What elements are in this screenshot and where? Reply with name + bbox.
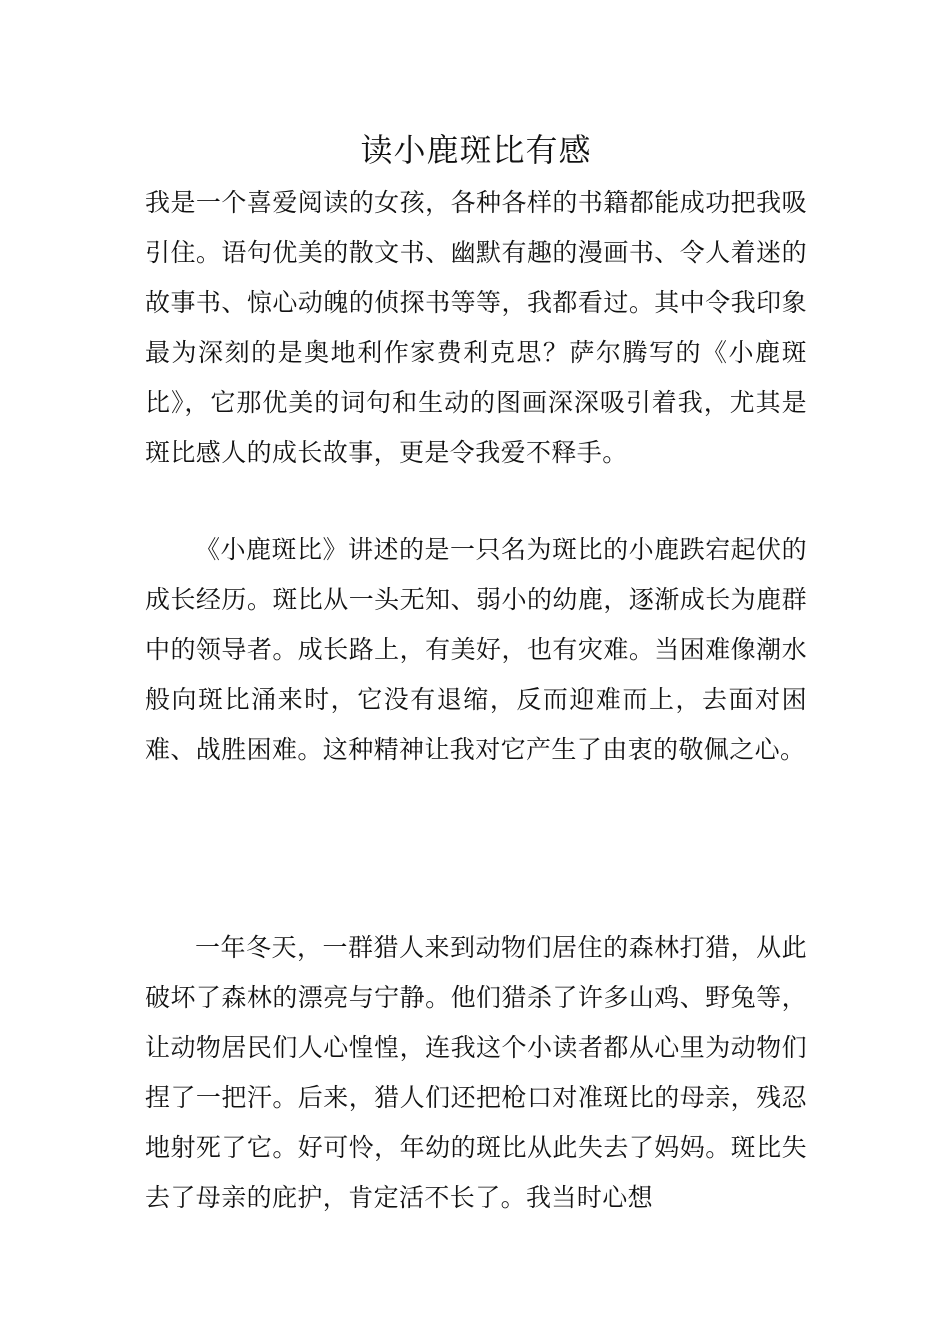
paragraph-3: 一年冬天，一群猎人来到动物们居住的森林打猎，从此破坏了森林的漂亮与宁静。他们猎杀了许多山鸡、野兔等，让动物居民们人心惶惶，连我这个小读者都从心里为动物们捏了一把汗。后来，猎人们还把枪口对准斑比的母亲，残忍地射死了它。好可怜，年幼的斑比从此失去了妈妈。斑比失去了母亲的庇护，肯定活不长了。我当时心想 [145,933,807,1212]
document-page [145,0,807,1344]
paragraph-1: 我是一个喜爱阅读的女孩，各种各样的书籍都能成功把我吸引住。语句优美的散文书、幽默有趣的漫画书、令人着迷的故事书、惊心动魄的侦探书等等，我都看过。其中令我印象最为深刻的是奥地利作家费利克思？萨尔腾写的《小鹿斑比》，它那优美的词句和生动的图画深深吸引着我，尤其是斑比感人的成长故事，更是令我爱不释手。 [145,188,807,467]
paragraph-2: 《小鹿斑比》讲述的是一只名为斑比的小鹿跌宕起伏的成长经历。斑比从一头无知、弱小的幼鹿，逐渐成长为鹿群中的领导者。成长路上，有美好，也有灾难。当困难像潮水般向斑比涌来时，它没有退缩，反而迎难而上，去面对困难、战胜困难。这种精神让我对它产生了由衷的敬佩之心。 [145,535,807,764]
document-title: 读小鹿斑比有感 [360,131,592,169]
